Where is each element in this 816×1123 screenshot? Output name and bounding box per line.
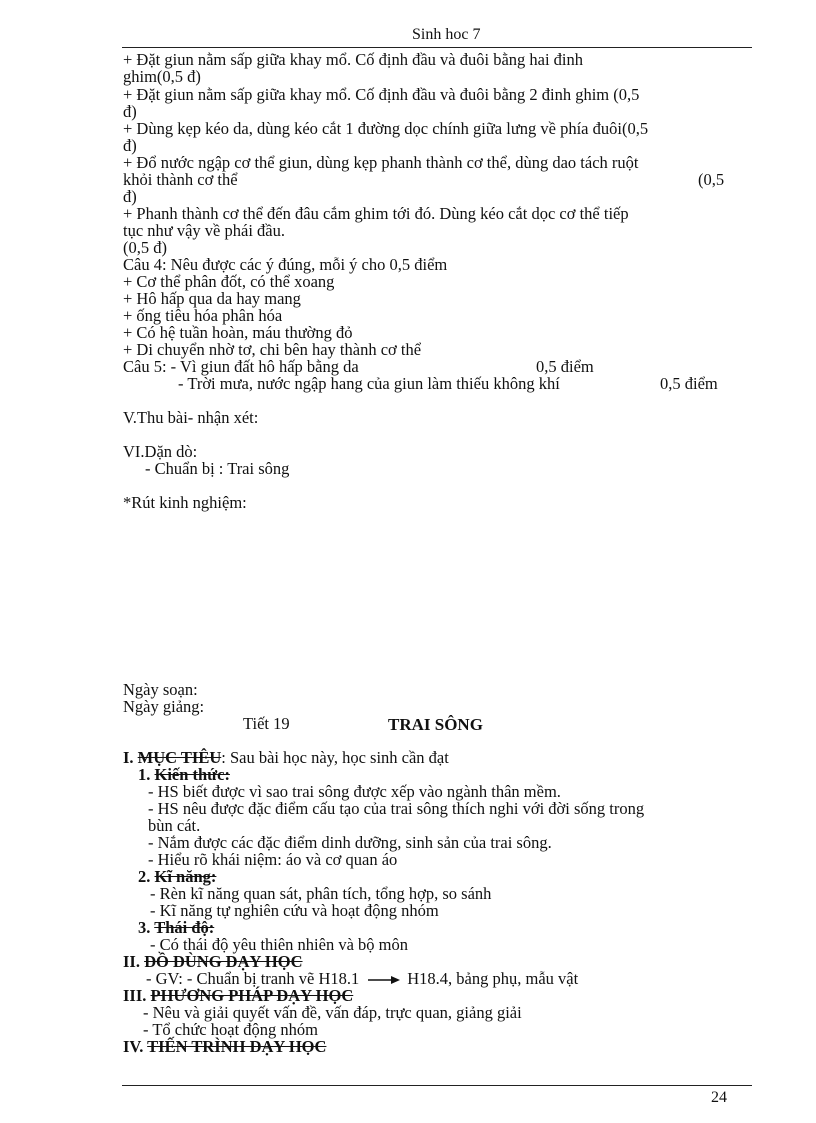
list-item-text: - GV: - Chuẩn bị tranh vẽ H18.1 bbox=[146, 969, 360, 988]
list-item: - Nêu và giải quyết vấn đề, vấn đáp, trực quan, giảng giải bbox=[143, 1003, 522, 1022]
lesson-title: TRAI SÔNG bbox=[388, 715, 483, 734]
text-line: 0,5 điểm bbox=[536, 357, 594, 376]
section-label: TIẾN TRÌNH DẠY HỌC bbox=[147, 1037, 327, 1056]
list-item: - HS nêu được đặc điểm cấu tạo của trai sông thích nghi với đời sống trong bbox=[148, 799, 645, 818]
list-item: - Có thái độ yêu thiên nhiên và bộ môn bbox=[150, 935, 408, 954]
subsection-label: Kiến thức: bbox=[154, 765, 230, 784]
section-dan-do: VI.Dặn dò: bbox=[123, 442, 198, 461]
ngay-soan: Ngày soạn: bbox=[123, 680, 198, 699]
section-do-dung bbox=[123, 953, 303, 970]
text-line: (0,5 bbox=[698, 170, 725, 189]
section-rut-kinh-nghiem: *Rút kinh nghiệm: bbox=[123, 493, 247, 512]
text-line: + Dùng kẹp kéo da, dùng kéo cắt 1 đường dọc chính giữa lưng về phía đuôi(0,5 bbox=[123, 119, 649, 138]
header-title: Sinh hoc 7 bbox=[412, 26, 481, 43]
text-line: + Di chuyển nhờ tơ, chi bên hay thành cơ thể bbox=[123, 340, 422, 359]
text-line: ghim(0,5 đ) bbox=[123, 67, 201, 86]
text-line: + Đặt giun nằm sấp giữa khay mổ. Cố định đầu và đuôi bằng 2 đinh ghim (0,5 bbox=[123, 85, 640, 104]
list-item: - Kĩ năng tự nghiên cứu và hoạt động nhóm bbox=[150, 901, 439, 920]
text-line: - Chuẩn bị : Trai sông bbox=[145, 459, 290, 478]
section-thu-bai: V.Thu bài- nhận xét: bbox=[123, 408, 259, 427]
section-number: I. bbox=[123, 748, 138, 767]
section-number: IV. bbox=[123, 1037, 148, 1056]
text-line: (0,5 đ) bbox=[123, 238, 167, 257]
text-line: + Cơ thể phân đốt, có thể xoang bbox=[123, 272, 335, 291]
text-line: + ống tiêu hóa phân hóa bbox=[123, 306, 283, 325]
text-line: 0,5 điểm bbox=[660, 374, 718, 393]
section-number: II. bbox=[123, 952, 145, 971]
section-label: MỤC TIÊU bbox=[137, 748, 222, 767]
text-line: + Đặt giun nằm sấp giữa khay mổ. Cố định đầu và đuôi bằng hai đinh bbox=[123, 50, 584, 69]
list-item: - Rèn kĩ năng quan sát, phân tích, tổng hợp, so sánh bbox=[150, 884, 492, 903]
section-tien-trinh bbox=[123, 1038, 326, 1055]
text-line: đ) bbox=[123, 102, 137, 121]
subsection-thai-do bbox=[138, 919, 214, 936]
arrow-right-icon bbox=[367, 975, 401, 985]
text-line: + Hô hấp qua da hay mang bbox=[123, 289, 301, 308]
footer-rule bbox=[122, 1085, 752, 1086]
text-line: Câu 5: - Vì giun đất hô hấp bằng da bbox=[123, 357, 359, 376]
text-line: - Trời mưa, nước ngập hang của giun làm thiếu không khí bbox=[178, 374, 560, 393]
subsection-number: 1. bbox=[138, 765, 155, 784]
text-line: + Đổ nước ngập cơ thể giun, dùng kẹp phanh thành cơ thể, dùng dao tách ruột bbox=[123, 153, 639, 172]
lesson-period: Tiết 19 bbox=[243, 714, 290, 733]
section-muc-tieu bbox=[123, 749, 449, 766]
subsection-label: Kĩ năng: bbox=[154, 867, 217, 886]
subsection-ki-nang bbox=[138, 868, 216, 885]
text-line: đ) bbox=[123, 136, 137, 155]
section-number: III. bbox=[123, 986, 151, 1005]
text-line: + Phanh thành cơ thể đến đâu cắm ghim tới đó. Dùng kéo cắt dọc cơ thể tiếp bbox=[123, 204, 629, 223]
section-label: ĐỒ DÙNG DẠY HỌC bbox=[144, 952, 303, 971]
text-line: tục như vậy về phái đầu. bbox=[123, 221, 285, 240]
list-item: - HS biết được vì sao trai sông được xếp vào ngành thân mềm. bbox=[148, 782, 561, 801]
subsection-label: Thái độ: bbox=[154, 918, 215, 937]
list-item: - Hiểu rõ khái niệm: áo và cơ quan áo bbox=[148, 850, 398, 869]
section-intro: : Sau bài học này, học sinh cần đạt bbox=[221, 748, 449, 767]
text-line: Câu 4: Nêu được các ý đúng, mỗi ý cho 0,5 điểm bbox=[123, 255, 448, 274]
list-item-text: H18.4, bảng phụ, mẫu vật bbox=[407, 969, 579, 988]
list-item: bùn cát. bbox=[148, 816, 201, 835]
subsection-kien-thuc bbox=[138, 766, 230, 783]
section-label: PHƯƠNG PHÁP DẠY HỌC bbox=[150, 986, 354, 1005]
subsection-number: 2. bbox=[138, 867, 155, 886]
list-item: - Tổ chức hoạt động nhóm bbox=[143, 1020, 318, 1039]
page-number: 24 bbox=[711, 1089, 727, 1106]
header-rule bbox=[122, 47, 752, 48]
ngay-giang: Ngày giảng: bbox=[123, 697, 205, 716]
text-line: đ) bbox=[123, 187, 137, 206]
section-phuong-phap bbox=[123, 987, 353, 1004]
list-item: - Nắm được các đặc điểm dinh dưỡng, sinh sản của trai sông. bbox=[148, 833, 552, 852]
text-line: khỏi thành cơ thể bbox=[123, 170, 238, 189]
subsection-number: 3. bbox=[138, 918, 155, 937]
list-item bbox=[146, 970, 578, 987]
text-line: + Có hệ tuần hoàn, máu thường đỏ bbox=[123, 323, 353, 342]
